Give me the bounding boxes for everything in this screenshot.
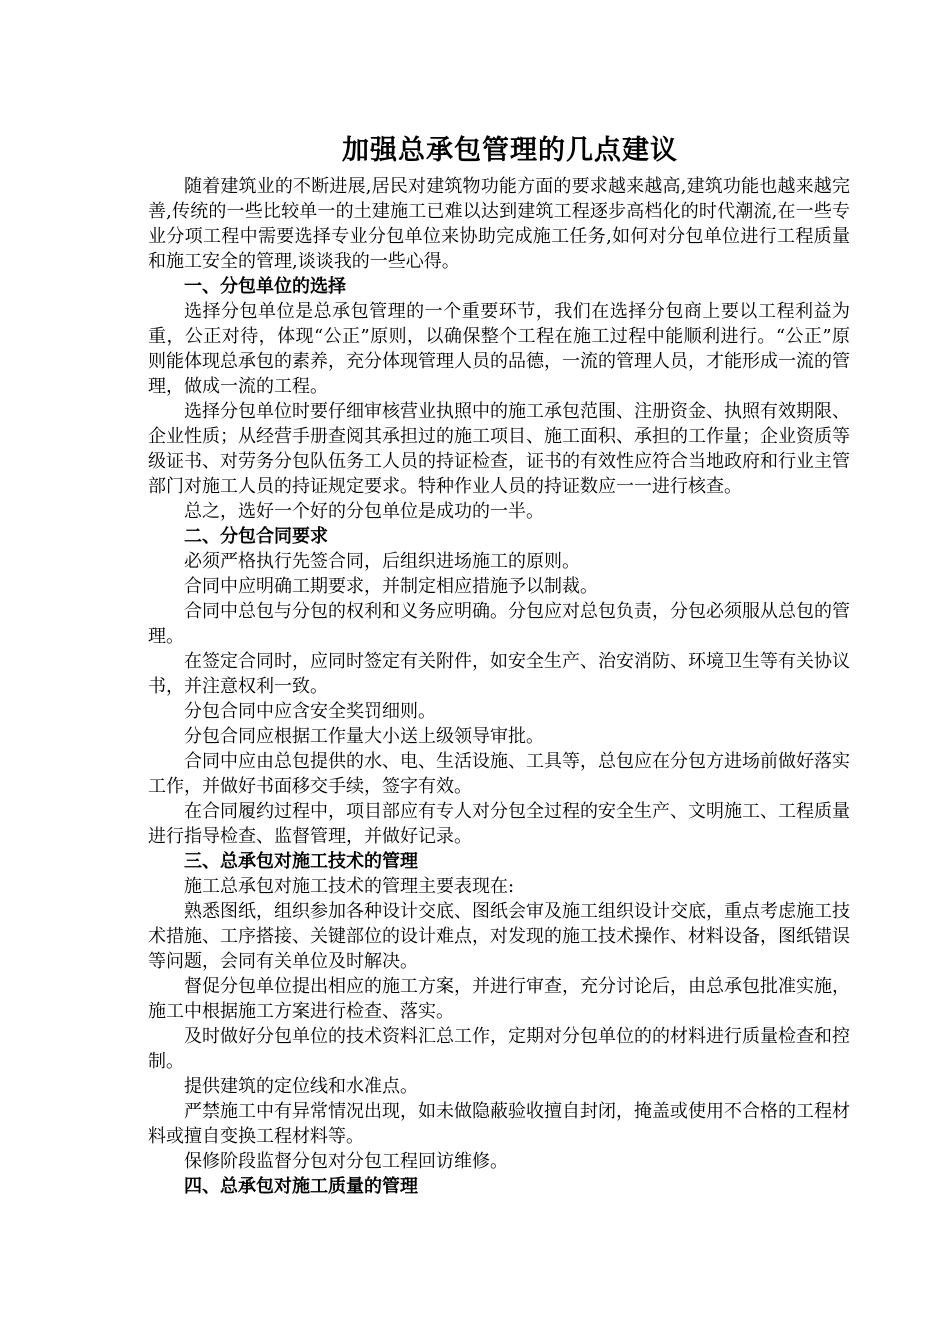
section-2-paragraph: 分包合同中应含安全奖罚细则。 <box>184 701 436 722</box>
section-2-paragraph: 合同中应由总包提供的水、电、生活设施、工具等，总包应在分包方进场前做好落实工作，并做好书面移交手续，签字有效。 <box>148 751 850 797</box>
section-2-paragraph: 分包合同应根据工作量大小送上级领导审批。 <box>184 726 544 747</box>
section-3-paragraph: 及时做好分包单位的技术资料汇总工作，定期对分包单位的的材料进行质量检查和控制。 <box>148 1026 850 1072</box>
section-3-heading: 三、总承包对施工技术的管理 <box>184 851 418 872</box>
section-3-paragraph: 施工总承包对施工技术的管理主要表现在: <box>184 876 515 897</box>
section-1-heading: 一、分包单位的选择 <box>184 276 346 297</box>
section-1-paragraph: 总之，选好一个好的分包单位是成功的一半。 <box>184 501 544 522</box>
document-title: 加强总承包管理的几点建议 <box>342 135 678 166</box>
section-2-paragraph: 必须严格执行先签合同，后组织进场施工的原则。 <box>184 551 580 572</box>
section-4-heading: 四、总承包对施工质量的管理 <box>184 1176 418 1197</box>
section-3-paragraph: 保修阶段监督分包对分包工程回访维修。 <box>184 1151 508 1172</box>
section-1-paragraph: 选择分包单位是总承包管理的一个重要环节，我们在选择分包商上要以工程利益为重，公正对待，体现“公正”原则，以确保整个工程在施工过程中能顺利进行。“公正”原则能体现总承包的素养，充分体现管理人员的品德，一流的管理人员，才能形成一流的管理，做成一流的工程。 <box>148 301 850 397</box>
section-3-paragraph: 严禁施工中有异常情况出现，如未做隐蔽验收擅自封闭，掩盖或使用不合格的工程材料或擅自变换工程材料等。 <box>148 1101 850 1147</box>
section-2-paragraph: 在签定合同时，应同时签定有关附件，如安全生产、治安消防、环境卫生等有关协议书，并注意权利一致。 <box>148 651 850 697</box>
section-3-paragraph: 提供建筑的定位线和水准点。 <box>184 1076 418 1097</box>
section-3-paragraph: 熟悉图纸，组织参加各种设计交底、图纸会审及施工组织设计交底，重点考虑施工技术措施、工序搭接、关键部位的设计难点，对发现的施工技术操作、材料设备，图纸错误等问题，会同有关单位及时解决。 <box>148 901 850 972</box>
section-2-heading: 二、分包合同要求 <box>184 526 328 547</box>
section-3-paragraph: 督促分包单位提出相应的施工方案，并进行审查，充分讨论后，由总承包批准实施，施工中根据施工方案进行检查、落实。 <box>148 976 850 1022</box>
intro-paragraph: 随着建筑业的不断进展,居民对建筑物功能方面的要求越来越高,建筑功能也越来越完善,传统的一些比较单一的土建施工已难以达到建筑工程逐步高档化的时代潮流,在一些专业分项工程中需要选择专业分包单位来协助完成施工任务,如何对分包单位进行工程质量和施工安全的管理,谈谈我的一些心得。 <box>148 176 850 272</box>
section-2-paragraph: 在合同履约过程中，项目部应有专人对分包全过程的安全生产、文明施工、工程质量进行指导检查、监督管理，并做好记录。 <box>148 801 850 847</box>
section-2-paragraph: 合同中应明确工期要求，并制定相应措施予以制裁。 <box>184 576 598 597</box>
document-page <box>148 128 850 1199</box>
section-2-paragraph: 合同中总包与分包的权利和义务应明确。分包应对总包负责，分包必须服从总包的管理。 <box>148 601 850 647</box>
section-1-paragraph: 选择分包单位时要仔细审核营业执照中的施工承包范围、注册资金、执照有效期限、企业性质；从经营手册查阅其承担过的施工项目、施工面积、承担的工作量；企业资质等级证书、对劳务分包队伍务工人员的持证检查，证书的有效性应符合当地政府和行业主管部门对施工人员的持证规定要求。特种作业人员的持证数应一一进行核查。 <box>148 401 850 497</box>
